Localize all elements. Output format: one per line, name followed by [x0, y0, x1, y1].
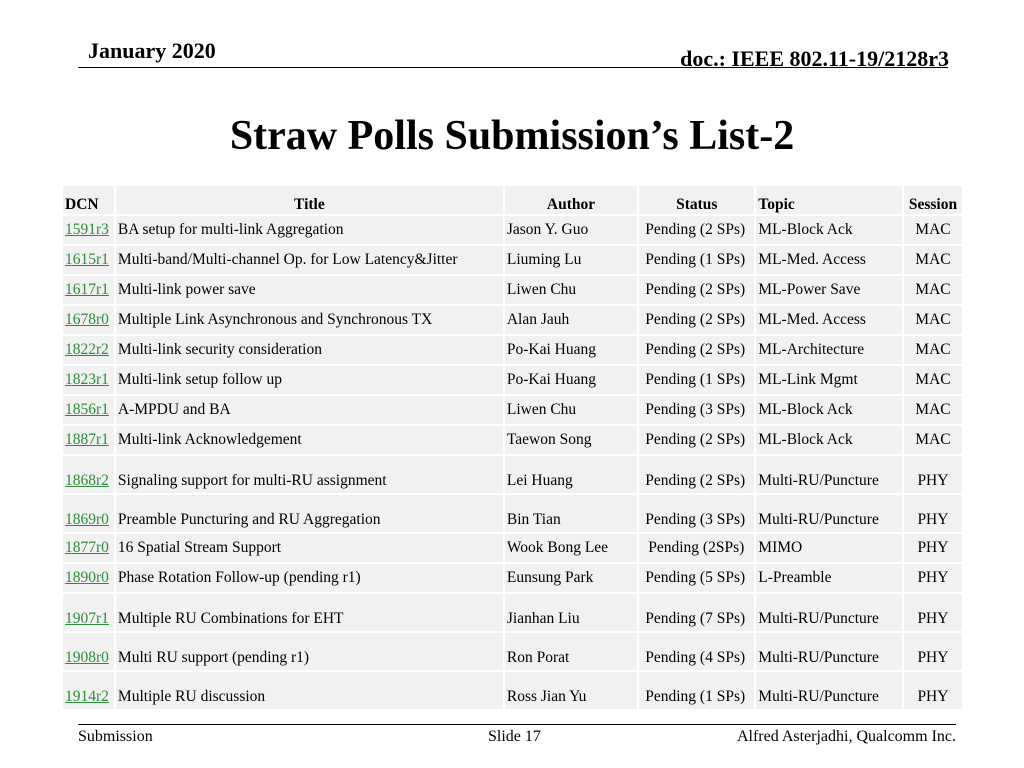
header-date: January 2020: [88, 38, 216, 63]
row-author: Liwen Chu: [505, 276, 637, 304]
row-author: Jianhan Liu: [505, 594, 637, 631]
row-author: Po-Kai Huang: [505, 336, 637, 364]
table-row: [63, 336, 962, 364]
row-title: Multiple Link Asynchronous and Synchronous TX: [116, 306, 503, 334]
dcn-link[interactable]: 1823r1: [65, 371, 109, 388]
row-title: Multi-band/Multi-channel Op. for Low Latency&Jitter: [116, 246, 503, 274]
slide-title: Straw Polls Submission’s List-2: [229, 113, 795, 159]
row-status: Pending (1 SPs): [639, 672, 754, 709]
table-row: [63, 564, 962, 592]
row-author: Bin Tian: [505, 495, 637, 532]
row-status: Pending (1 SPs): [639, 246, 754, 274]
row-topic: ML-Block Ack: [756, 216, 902, 244]
dcn-link[interactable]: 1877r0: [65, 539, 109, 556]
row-session: PHY: [904, 456, 962, 493]
row-session: MAC: [904, 396, 962, 424]
dcn-link[interactable]: 1868r2: [65, 472, 109, 489]
dcn-link[interactable]: 1856r1: [65, 401, 109, 418]
dcn-link[interactable]: 1890r0: [65, 569, 109, 586]
table-row: [63, 456, 962, 493]
dcn-link[interactable]: 1914r2: [65, 688, 109, 705]
column-header-dcn: DCN: [63, 186, 114, 214]
dcn-link[interactable]: 1678r0: [65, 311, 109, 328]
footer-slide-number: Slide 17: [488, 728, 541, 745]
row-status: Pending (5 SPs): [639, 564, 754, 592]
row-topic: MIMO: [756, 534, 902, 562]
row-session: MAC: [904, 216, 962, 244]
column-header-status: Status: [639, 186, 754, 214]
column-header-author: Author: [505, 186, 637, 214]
row-topic: Multi-RU/Puncture: [756, 672, 902, 709]
column-header-title: Title: [116, 186, 503, 214]
column-header-topic: Topic: [756, 186, 902, 214]
column-header-session: Session: [904, 186, 962, 214]
dcn-link[interactable]: 1887r1: [65, 431, 109, 448]
row-author: Po-Kai Huang: [505, 366, 637, 394]
footer-author: Alfred Asterjadhi, Qualcomm Inc.: [736, 728, 956, 745]
dcn-link[interactable]: 1591r3: [65, 221, 109, 238]
row-title: Preamble Puncturing and RU Aggregation: [116, 495, 503, 532]
row-topic: ML-Link Mgmt: [756, 366, 902, 394]
footer-divider: [78, 724, 956, 725]
row-title: Multiple RU discussion: [116, 672, 503, 709]
row-status: Pending (2SPs): [639, 534, 754, 562]
row-topic: ML-Med. Access: [756, 306, 902, 334]
row-title: 16 Spatial Stream Support: [116, 534, 503, 562]
row-topic: ML-Med. Access: [756, 246, 902, 274]
row-title: BA setup for multi-link Aggregation: [116, 216, 503, 244]
dcn-link[interactable]: 1908r0: [65, 649, 109, 666]
row-session: MAC: [904, 366, 962, 394]
row-title: Signaling support for multi-RU assignment: [116, 456, 503, 493]
submissions-table: [61, 184, 964, 711]
row-topic: ML-Block Ack: [756, 426, 902, 454]
row-title: Multiple RU Combinations for EHT: [116, 594, 503, 631]
row-session: MAC: [904, 246, 962, 274]
row-session: PHY: [904, 534, 962, 562]
row-author: Ron Porat: [505, 633, 637, 670]
table-row: [63, 366, 962, 394]
table-row: [63, 495, 962, 532]
table-row: [63, 672, 962, 709]
row-session: PHY: [904, 633, 962, 670]
table-row: [63, 276, 962, 304]
row-title: Multi-link setup follow up: [116, 366, 503, 394]
table-row: [63, 216, 962, 244]
row-session: MAC: [904, 426, 962, 454]
row-topic: ML-Block Ack: [756, 396, 902, 424]
table-row: [63, 306, 962, 334]
header-doc-id: doc.: IEEE 802.11-19/2128r3: [680, 46, 949, 71]
row-status: Pending (2 SPs): [639, 456, 754, 493]
table-row: [63, 396, 962, 424]
table-row: [63, 246, 962, 274]
row-title: Phase Rotation Follow-up (pending r1): [116, 564, 503, 592]
row-status: Pending (2 SPs): [639, 336, 754, 364]
row-author: Ross Jian Yu: [505, 672, 637, 709]
row-title: A-MPDU and BA: [116, 396, 503, 424]
row-title: Multi-link security consideration: [116, 336, 503, 364]
row-status: Pending (2 SPs): [639, 306, 754, 334]
table-row: [63, 426, 962, 454]
row-topic: Multi-RU/Puncture: [756, 633, 902, 670]
row-status: Pending (1 SPs): [639, 366, 754, 394]
dcn-link[interactable]: 1907r1: [65, 610, 109, 627]
row-topic: ML-Architecture: [756, 336, 902, 364]
row-topic: Multi-RU/Puncture: [756, 495, 902, 532]
dcn-link[interactable]: 1615r1: [65, 251, 109, 268]
row-author: Liuming Lu: [505, 246, 637, 274]
row-topic: Multi-RU/Puncture: [756, 456, 902, 493]
row-status: Pending (3 SPs): [639, 396, 754, 424]
row-status: Pending (2 SPs): [639, 216, 754, 244]
dcn-link[interactable]: 1617r1: [65, 281, 109, 298]
row-session: MAC: [904, 336, 962, 364]
table-row: [63, 633, 962, 670]
row-title: Multi-link power save: [116, 276, 503, 304]
row-session: PHY: [904, 672, 962, 709]
row-status: Pending (2 SPs): [639, 276, 754, 304]
row-session: PHY: [904, 564, 962, 592]
row-title: Multi RU support (pending r1): [116, 633, 503, 670]
row-session: MAC: [904, 276, 962, 304]
row-session: PHY: [904, 594, 962, 631]
row-status: Pending (4 SPs): [639, 633, 754, 670]
row-topic: ML-Power Save: [756, 276, 902, 304]
row-author: Taewon Song: [505, 426, 637, 454]
dcn-link[interactable]: 1822r2: [65, 341, 109, 358]
row-author: Alan Jauh: [505, 306, 637, 334]
table-row: [63, 594, 962, 631]
row-author: Lei Huang: [505, 456, 637, 493]
row-author: Jason Y. Guo: [505, 216, 637, 244]
row-author: Liwen Chu: [505, 396, 637, 424]
header-divider: [78, 67, 948, 68]
row-status: Pending (2 SPs): [639, 426, 754, 454]
row-session: PHY: [904, 495, 962, 532]
table-header-row: [63, 186, 962, 214]
table-row: [63, 534, 962, 562]
footer-submission: Submission: [78, 728, 153, 745]
row-topic: L-Preamble: [756, 564, 902, 592]
dcn-link[interactable]: 1869r0: [65, 511, 109, 528]
row-author: Wook Bong Lee: [505, 534, 637, 562]
row-topic: Multi-RU/Puncture: [756, 594, 902, 631]
row-status: Pending (7 SPs): [639, 594, 754, 631]
row-author: Eunsung Park: [505, 564, 637, 592]
row-session: MAC: [904, 306, 962, 334]
row-title: Multi-link Acknowledgement: [116, 426, 503, 454]
row-status: Pending (3 SPs): [639, 495, 754, 532]
